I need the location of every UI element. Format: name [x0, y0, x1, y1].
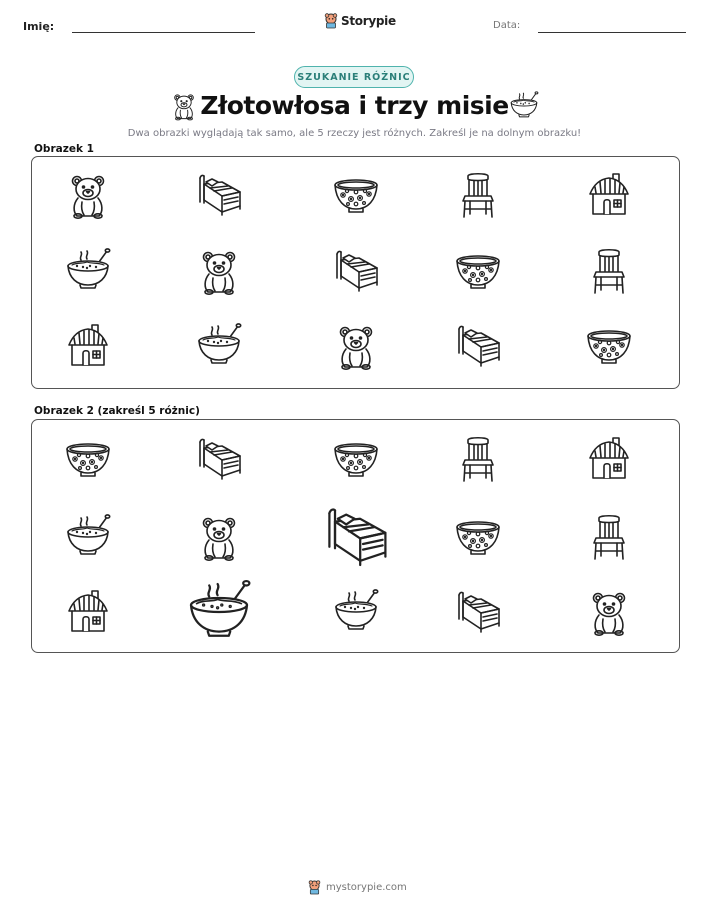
scene-item-chair	[453, 434, 503, 484]
porridge-bowl-icon	[194, 321, 244, 371]
chair-icon	[453, 434, 503, 484]
floral-bowl-icon	[584, 321, 634, 371]
picture1-label: Obrazek 1	[34, 143, 94, 155]
scene-item-cottage	[584, 170, 634, 220]
storypie-mascot-icon	[324, 13, 338, 29]
scene-item-bed	[194, 434, 244, 484]
scene-item-cottage	[63, 321, 113, 371]
scene-item-porridge-bowl	[331, 587, 381, 637]
scene-item-floral-bowl	[63, 434, 113, 484]
chair-icon	[584, 512, 634, 562]
scene-item-floral-bowl	[331, 434, 381, 484]
floral-bowl-icon	[453, 246, 503, 296]
instructions: Dwa obrazki wyglądają tak samo, ale 5 rzeczy jest różnych. Zakreśl je na dolnym obrazku!	[127, 128, 582, 139]
bear-icon	[331, 321, 381, 371]
bear-icon	[63, 170, 113, 220]
bed-icon	[453, 321, 503, 371]
bed-icon	[453, 587, 503, 637]
scene-item-chair	[584, 512, 634, 562]
footer	[308, 880, 407, 895]
cottage-icon	[584, 170, 634, 220]
date-input-line[interactable]	[538, 32, 686, 33]
bear-icon	[194, 246, 244, 296]
cottage-icon	[63, 321, 113, 371]
scene-item-chair	[453, 170, 503, 220]
chair-icon	[453, 170, 503, 220]
brand-logo	[324, 13, 396, 29]
scene-item-floral-bowl	[453, 246, 503, 296]
cottage-icon	[63, 587, 113, 637]
scene-item-cottage	[63, 587, 113, 637]
picture2-label: Obrazek 2 (zakreśl 5 różnic)	[34, 405, 200, 417]
scene-item-porridge-bowl	[194, 321, 244, 371]
footer-url: mystorypie.com	[326, 882, 407, 893]
brand-name: Storypie	[341, 14, 396, 28]
scene-item-bear	[63, 170, 113, 220]
bed-icon	[331, 246, 381, 296]
scene-item-bear	[194, 512, 244, 562]
bear-icon	[584, 587, 634, 637]
scene-item-cottage	[584, 434, 634, 484]
activity-badge: SZUKANIE RÓŻNIC	[294, 66, 414, 88]
scene-item-bear	[584, 587, 634, 637]
scene-item-bed	[453, 321, 503, 371]
date-label: Data:	[493, 20, 521, 31]
scene-item-floral-bowl	[331, 170, 381, 220]
page-title: Złotowłosa i trzy misie	[200, 91, 509, 120]
floral-bowl-icon	[331, 434, 381, 484]
scene-item-porridge-bowl	[63, 512, 113, 562]
chair-icon	[584, 246, 634, 296]
scene-item-bed	[321, 502, 391, 572]
floral-bowl-icon	[453, 512, 503, 562]
floral-bowl-icon	[63, 434, 113, 484]
floral-bowl-icon	[331, 170, 381, 220]
bear-icon	[194, 512, 244, 562]
scene-item-porridge-bowl	[63, 246, 113, 296]
scene-item-floral-bowl	[584, 321, 634, 371]
scene-item-chair	[584, 246, 634, 296]
scene-item-bed	[331, 246, 381, 296]
name-label: Imię:	[23, 20, 55, 33]
porridge-bowl-icon	[184, 577, 254, 647]
porridge-bowl-icon	[331, 587, 381, 637]
name-input-line[interactable]	[72, 32, 255, 33]
scene-item-porridge-bowl	[184, 577, 254, 647]
bed-icon	[194, 170, 244, 220]
scene-item-floral-bowl	[453, 512, 503, 562]
scene-item-bear	[194, 246, 244, 296]
cottage-icon	[584, 434, 634, 484]
bed-icon	[194, 434, 244, 484]
porridge-bowl-icon	[508, 90, 540, 122]
title-porridge-icon	[508, 90, 540, 122]
porridge-bowl-icon	[63, 512, 113, 562]
porridge-bowl-icon	[63, 246, 113, 296]
bed-icon	[321, 502, 391, 572]
scene-item-bear	[331, 321, 381, 371]
storypie-mascot-icon	[308, 880, 321, 895]
scene-item-bed	[194, 170, 244, 220]
scene-item-bed	[453, 587, 503, 637]
